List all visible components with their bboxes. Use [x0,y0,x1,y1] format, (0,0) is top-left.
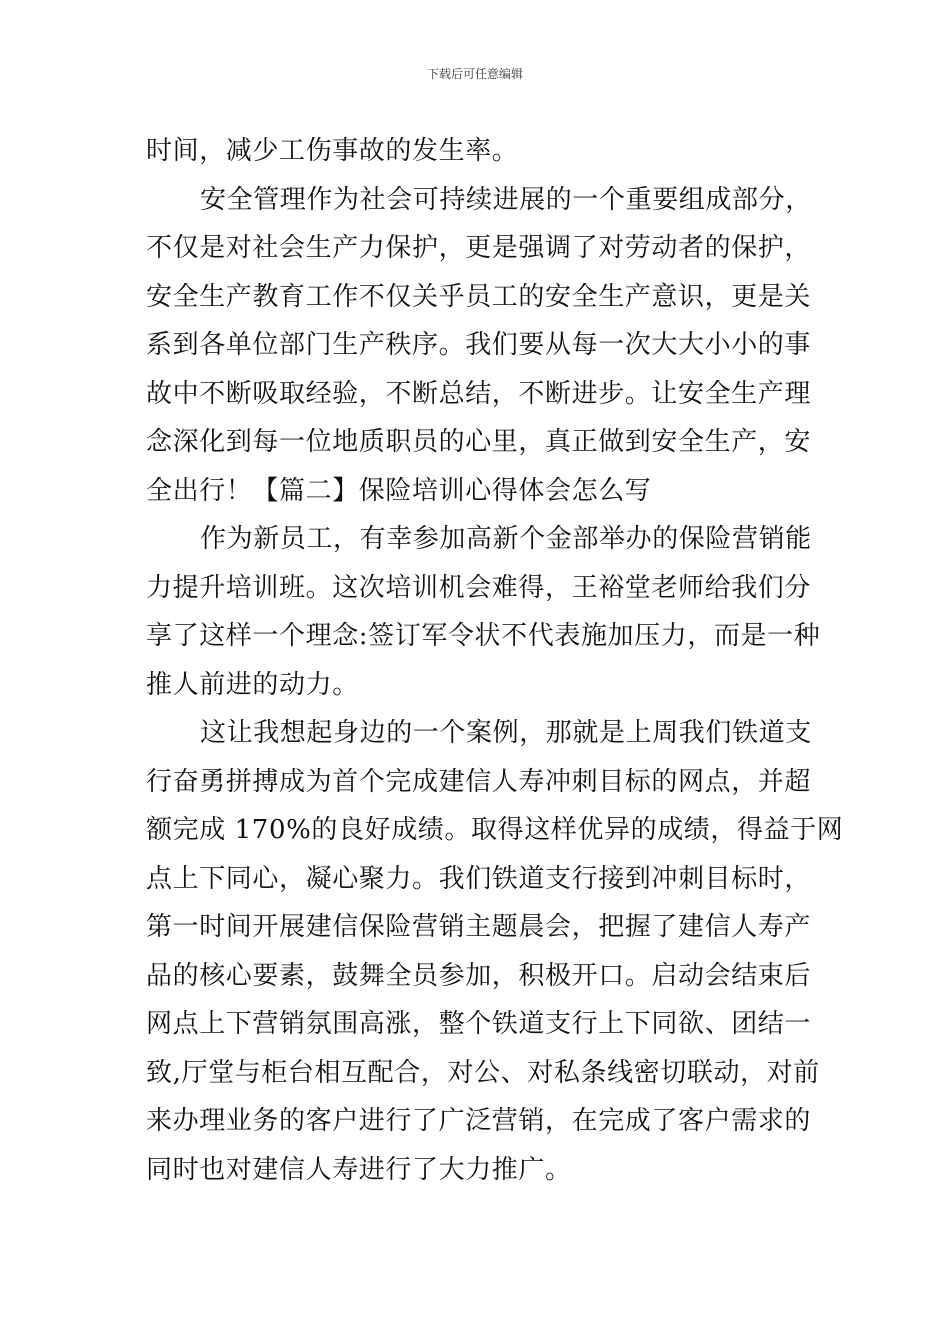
text-line: 来办理业务的客户进行了广泛营销，在完成了客户需求的 [146,1106,812,1136]
text-line: 故中不断吸取经验，不断总结，不断进步。让安全生产理 [146,378,812,409]
document-body [146,127,844,1194]
paragraph-start-line: 这让我想起身边的一个案例，那就是上周我们铁道支 [200,718,812,748]
text-line: 点上下同心，凝心聚力。我们铁道支行接到冲刺目标时， [146,863,812,894]
text-line: 安全生产教育工作不仅关乎员工的安全生产意识，更是关 [146,281,812,312]
text-line: 时间，减少工伤事故的发生率。 [146,136,519,166]
text-line: 品的核心要素，鼓舞全员参加，积极开口。启动会结束后 [146,960,812,991]
page-header: 下载后可任意编辑 [426,67,523,81]
text-line: 第一时间开展建信保险营销主题晨会，把握了建信人寿产 [146,912,812,942]
text-line: 享了这样一个理念:签订军令状不代表施加压力，而是一种 [146,621,821,651]
text-line: 网点上下营销氛围高涨，整个铁道支行上下同欲、团结一 [146,1009,812,1039]
text-line: 同时也对建信人寿进行了大力推广。 [146,1154,572,1185]
text-line: 不仅是对社会生产力保护，更是强调了对劳动者的保护， [146,233,812,263]
text-line: 行奋勇拼搏成为首个完成建信人寿冲刺目标的网点，并超 [146,766,812,797]
text-line: 力提升培训班。这次培训机会难得，王裕堂老师给我们分 [146,572,812,603]
text-line: 推人前进的动力。 [146,669,359,700]
paragraph-start-line: 安全管理作为社会可持续进展的一个重要组成部分， [200,184,812,215]
text-line: 致,厅堂与柜台相互配合，对公、对私条线密切联动，对前 [146,1057,820,1088]
text-line: 系到各单位部门生产秩序。我们要从每一次大大小小的事 [146,330,812,360]
text-line: 念深化到每一位地质职员的心里，真正做到安全生产，安 [146,427,812,457]
text-line-with-section-heading: 全出行！【篇二】保险培训心得体会怎么写 [146,475,652,506]
text-line: 额完成 170%的良好成绩。取得这样优异的成绩，得益于网 [146,815,844,845]
paragraph-start-line: 作为新员工，有幸参加高新个金部举办的保险营销能 [200,524,812,554]
